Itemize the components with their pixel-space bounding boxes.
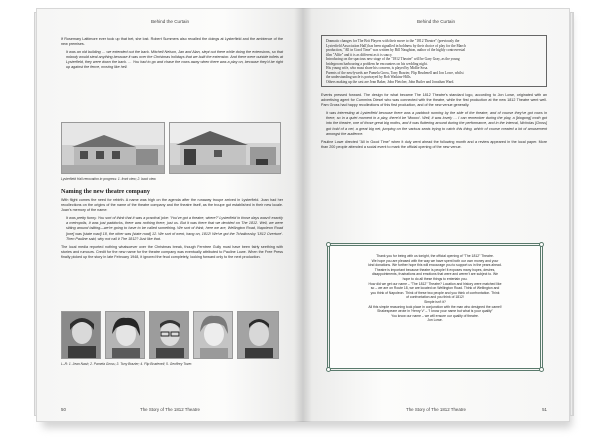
letter-line: of confrontation and you think of 1812! xyxy=(406,295,464,300)
opening-letter-box xyxy=(329,245,541,369)
left-running-head: Behind the Curtain xyxy=(150,19,190,24)
letter-line: You know our name – we will ensure our quality of theatre. xyxy=(391,313,479,318)
programme-note-box xyxy=(321,35,547,87)
letter-line: so – we are on Route 18, we are located on Wellington Road. Think of Wellington and xyxy=(370,286,500,291)
programme-line: Dramatic changes for The Brit Players with their move to the "1812 Theatre" (previously the xyxy=(326,39,460,43)
letter-line: you think of Napoleon. Think of these two people and you think of confrontation. Think xyxy=(370,290,500,295)
programme-line: film "Alfie" and it is as different as it is saucy. xyxy=(326,52,393,57)
left-folio: 50 xyxy=(61,407,66,412)
right-body-paragraph-1: Events pressed forward. The design for what became The 1812 Theatre's standard logo, according to Jon Lowe, originated with an advertising agent for Cummins Diesel who was connected with the theatre, while the first production at the new 1812 Theatre went well. Pam Gross had happy recollections of this first production, and of the new venue generally. xyxy=(321,93,547,108)
right-folio: 51 xyxy=(542,407,547,412)
ornament-corner-bottom-left xyxy=(326,367,331,372)
left-footer-title: The Story of The 1812 Theatre xyxy=(140,407,200,412)
right-page xyxy=(303,8,570,422)
programme-line: bridegroom harbouring a problem he encounters on his wedding night. xyxy=(326,61,428,66)
letter-line: hope to do all these things to entertain you. xyxy=(402,276,468,281)
left-text-top xyxy=(61,37,283,74)
programme-line: Others making up the cast are Jean Baker, John Fletcher, John Butler and Jonathan Ward. xyxy=(326,79,455,84)
programme-line: Introducing on the spacious new stage of the "1812 Theatre" will be Gary Gray, as the young xyxy=(326,57,460,61)
section-heading: Naming the new theatre company xyxy=(61,188,150,195)
portrait-2 xyxy=(105,311,145,359)
portraits-caption: L–R: 1. Jean Nash; 2. Pamela Gross; 3. Tony Brazier; 4. Flip Brudenell; 5. Geoffrey Tozer. xyxy=(61,362,193,366)
hall-back-photo xyxy=(169,122,281,174)
letter-line: Shakespeare wrote in 'Henry V' – "I know your name but what is your quality" xyxy=(377,309,493,314)
programme-line: Parents of the newlyweds are Pamela Gross, Tony Brazier, Flip Brudenell and Jon Lowe, whilst xyxy=(326,70,464,75)
letter-line: All this simple reasoning took place in conjunction with the man who designed the camel! xyxy=(368,304,502,309)
programme-line: production, "All in Good Time" was written by Bill Naughton, author of the highly controversial xyxy=(326,48,466,52)
left-intro-paragraph: If Rosemary Lattimore ever took up that bet, she lost. Robert Summers also recalled the doings at Lysterfield and the ambience of the new premises. xyxy=(61,37,283,47)
left-quote-paragraph-2: It was pretty funny. You sort of think that it was a practical joke: 'You've got a theatre, where?' Lysterfield in those days wasn't exactly a metropolis, it was just paddocks, there was nothing there, just us. But it was there that we decided on The 1812. Well, we were sitting around talking—we're going to have to be called something. We sort of think, here we are, Wellington Road, Napoleon Road [one] was [state road] 18, the other was [state road] 12. We sort of went, hang on, 1812! We've got the Tchaikovsky '1812 Overture'. Then Pauline said, why not call it The 1812? Just like that. xyxy=(66,216,283,241)
letter-line: How did we get our name – "The 1812" Theatre? Location and history were matched like xyxy=(368,281,502,286)
programme-line: Lysterfield Association Hall) has been signalled in boldness by their choice of play for the March xyxy=(326,43,466,48)
portrait-1 xyxy=(61,311,101,359)
ornament-corner-bottom-right xyxy=(539,367,544,372)
ornament-corner-top-left xyxy=(326,242,331,247)
left-page xyxy=(36,8,303,422)
right-running-head: Behind the Curtain xyxy=(416,19,456,24)
portrait-5 xyxy=(237,311,279,359)
letter-line: Theatre is important because theatre is people! It exposes many hopes, desires, xyxy=(374,267,496,272)
right-footer-title: The Story of The 1812 Theatre xyxy=(406,407,466,412)
portrait-4 xyxy=(193,311,233,359)
left-body-paragraph-1: With flight comes the need for rebirth. A name was high on the agenda after the runaway troupe arrived in Lysterfield. Joan had her recollections on the origins of the name of the theatre company and the theatre itself, as the troupe got established in their new locale. Joan's memory of the name: xyxy=(61,198,283,213)
programme-line: His young wife, who must share his concern, is played by Midlie Sosa. xyxy=(326,66,429,70)
portrait-3 xyxy=(149,311,189,359)
left-text-middle xyxy=(61,185,283,263)
letter-line: disappointments, frustrations and emotions that were and weren't are subject to. We xyxy=(371,272,499,277)
letter-line: Simple isn't it? xyxy=(424,299,446,304)
ornament-corner-top-right xyxy=(539,242,544,247)
open-book xyxy=(36,8,570,422)
letter-signature: Jon Lowe. xyxy=(427,318,443,323)
right-quote-paragraph: It was interesting at Lysterfield because there was a paddock running by the side of the theatre, and of course they've got cows in there, so in a quiet moment in a play, there'd be 'Moooo'. Well, it was lovely … I can remember during the play, a [biogong] moth got into the theatre, one of those great big moths, and it was fluttering around during the performance, and in the interval, Nicholas [Gross] got hold of a net, a great big net, jumping on the various seats trying to catch this thing, which of course created a lot of amusement amongst the audience. xyxy=(326,111,547,136)
left-quote-paragraph: It was an old building … we extended out the back. Mitchell Nelson, Jan and Alan, slept out there while doing the extensions, so that nobody would steal anything because it was over the Christmas holidays that we built the extension. And there were outside toilets at Lysterfield, they were down the back. … You had to go and chase the cows away when there was a play on, because they'd be right up against the fence, moving like hell. xyxy=(66,50,283,70)
left-body-paragraph-2: The local media reported nothing whatsoever over the Christmas break, though Ferntree Gully must have been fairly seething with stories and rumours. Credit for the new name for the theatre company was eventually attributed to Pauline Lowe. When the Free Press finally picked up the story in late February 1948, it ignored the feud completely, looking forward only to the next production. xyxy=(61,244,283,259)
letter-line: We hope you are pleased with the way we have spent both our own money and your xyxy=(371,258,499,263)
hall-photo-caption: Lysterfield Hall renovation in progress: 1. front view; 2. back view. xyxy=(61,177,157,181)
right-body-paragraph-2: Pauline Lowe directed "All in Good Time" when it duly went ahead the following month and a review appeared in the local paper. More than 200 people attended a social event to mark the official opening of the new venue. xyxy=(321,139,547,149)
hall-front-photo xyxy=(61,122,165,174)
right-text-block xyxy=(321,93,547,153)
letter-line: Thank you for being with us tonight, the official opening of "The 1812" Theatre. xyxy=(376,254,494,258)
letter-line: kind donations. We further hope this will encourage you to support us in the years ahead. xyxy=(368,263,502,268)
programme-line: the understanding uncle is portrayed by Bob Watkins-Hills. xyxy=(326,75,412,79)
